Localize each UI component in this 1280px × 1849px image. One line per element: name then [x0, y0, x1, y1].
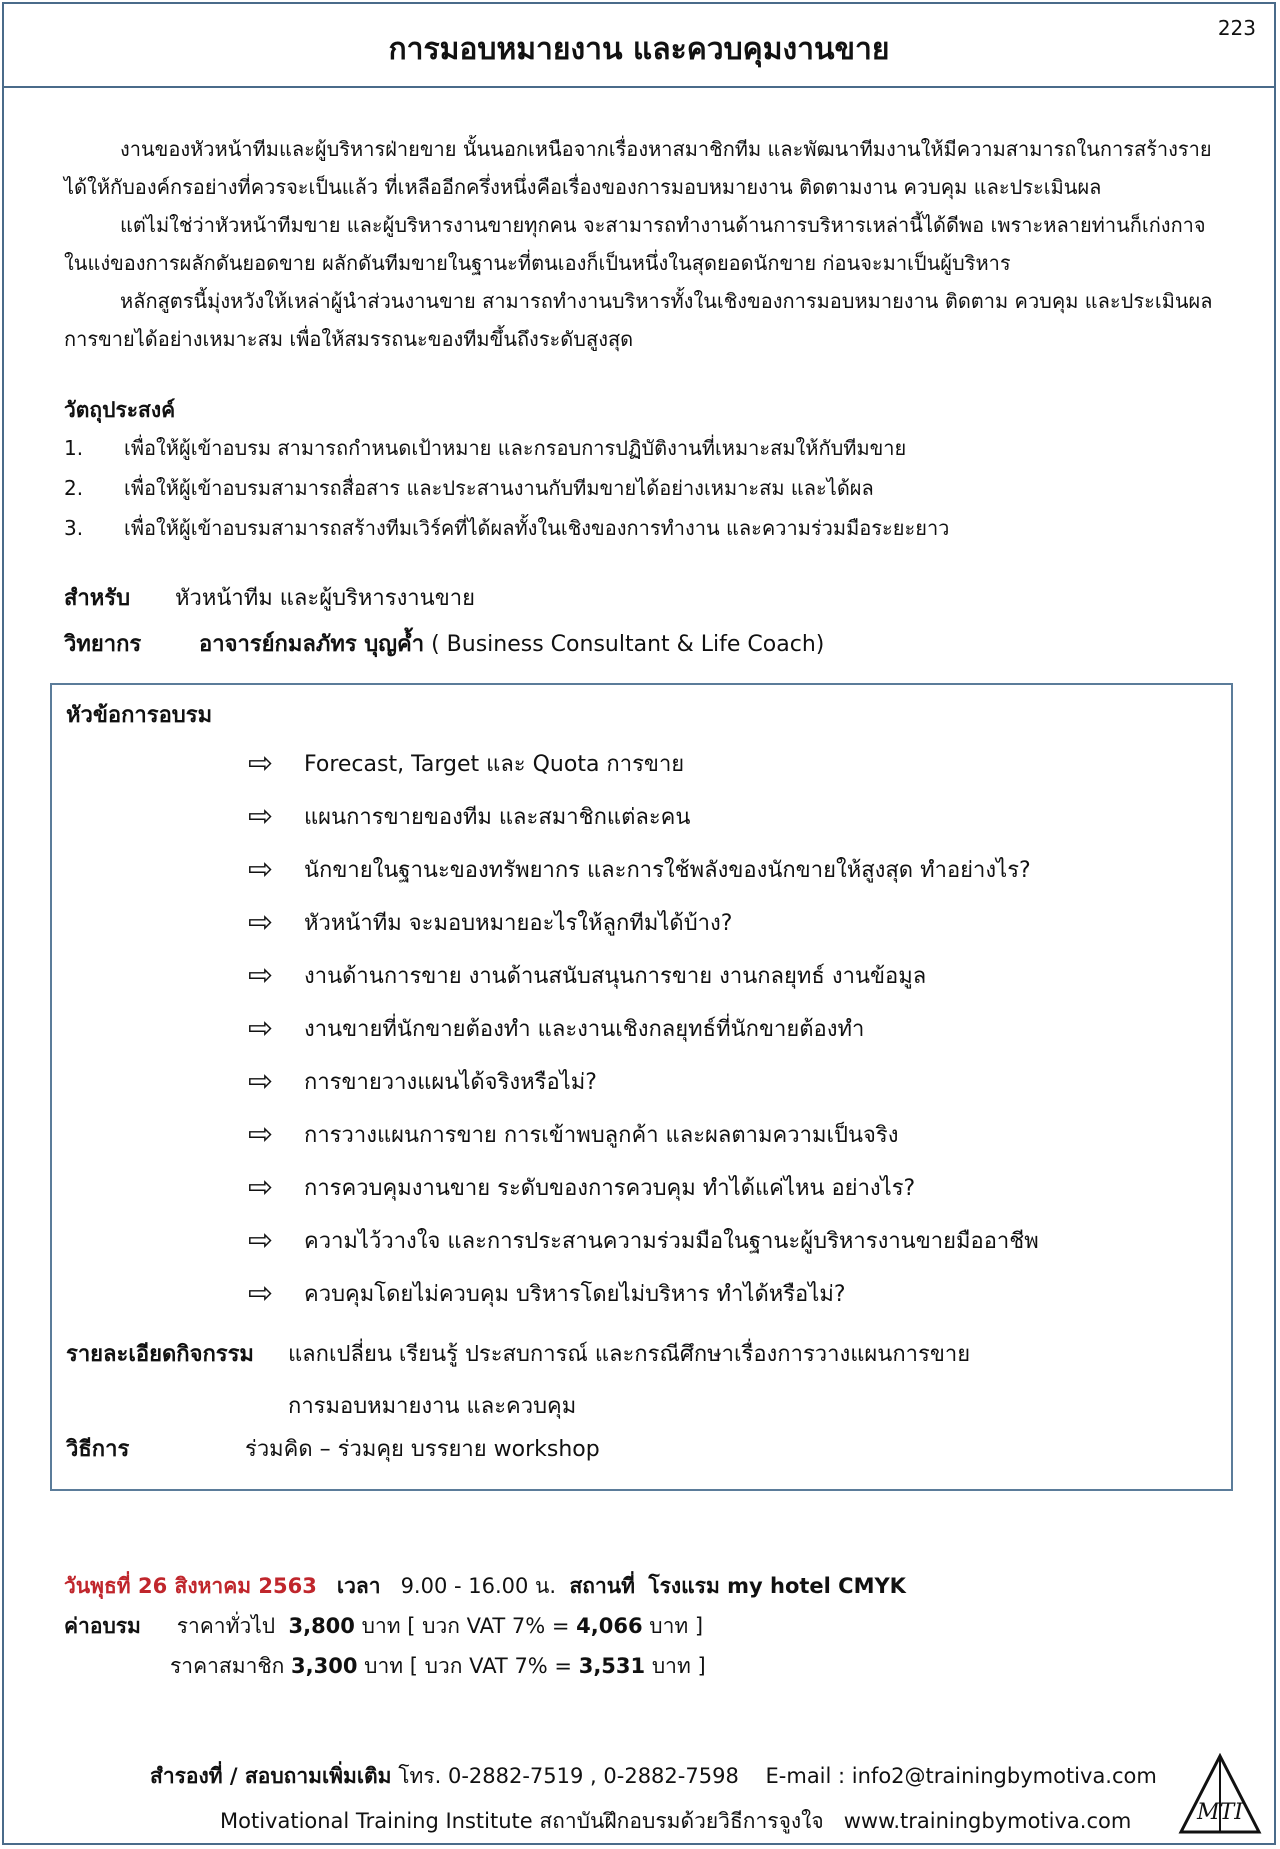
- method-row: [66, 1431, 600, 1466]
- general-vat-total: 4,066: [576, 1614, 643, 1638]
- page-title: การมอบหมายงาน และควบคุมงานขาย: [388, 32, 890, 67]
- objective-text: เพื่อให้ผู้เข้าอบรมสามารถสื่อสาร และประสานงานกับทีมขายได้อย่างเหมาะสม และได้ผล: [124, 476, 874, 500]
- logo-text: MTI: [1197, 1800, 1243, 1825]
- objective-item: [64, 508, 1214, 548]
- contact-row: [150, 1760, 1157, 1793]
- topic-text: ความไว้วางใจ และการประสานความร่วมมือในฐานะผู้บริหารงานขายมืออาชีพ: [304, 1229, 1039, 1254]
- topic-item: [248, 1108, 1039, 1161]
- topic-item: [248, 1002, 1039, 1055]
- intro-section: [64, 130, 1214, 358]
- audience-label: สำหรับ: [64, 586, 131, 611]
- objective-text: เพื่อให้ผู้เข้าอบรมสามารถสร้างทีมเวิร์คที่ได้ผลทั้งในเชิงของการทำงาน และความร่วมมือระยะยาว: [124, 516, 950, 540]
- topic-item: [248, 896, 1039, 949]
- objective-item: [64, 428, 1214, 468]
- objectives-heading: วัตถุประสงค์: [64, 398, 176, 422]
- activity-line-2: การมอบหมายงาน และควบคุม: [288, 1394, 577, 1419]
- contact-email: E-mail : info2@trainingbymotiva.com: [765, 1764, 1157, 1788]
- event-venue: โรงแรม my hotel CMYK: [648, 1574, 906, 1598]
- contact-label: สำรองที่ / สอบถามเพิ่มเติม: [150, 1764, 392, 1788]
- topic-item: [248, 1267, 1039, 1320]
- time-label: เวลา: [336, 1574, 381, 1598]
- mti-logo-icon: [1178, 1753, 1262, 1835]
- arrow-right-icon: ⇨: [248, 904, 274, 940]
- member-vat-suffix: บาท ]: [651, 1654, 706, 1678]
- arrow-right-icon: ⇨: [248, 798, 274, 834]
- topic-text: การวางแผนการขาย การเข้าพบลูกค้า และผลตามความเป็นจริง: [304, 1123, 899, 1148]
- page-number: 223: [1217, 16, 1256, 40]
- topics-heading: หัวข้อการอบรม: [66, 703, 213, 728]
- speaker-label: วิทยากร: [64, 632, 142, 657]
- speaker-name: อาจารย์กมลภัทร บุญค้ำ: [199, 632, 425, 657]
- arrow-right-icon: ⇨: [248, 1063, 274, 1099]
- intro-paragraph-2: แต่ไม่ใช่ว่าหัวหน้าทีมขาย และผู้บริหารงานขายทุกคน จะสามารถทำงานด้านการบริหารเหล่านี้ได้ดีพอ เพราะหลายท่านก็เก่งกาจในแง่ของการผลักดันยอดขาย ผลักดันทีมขายในฐานะที่ตนเองก็เป็นหนึ่งในสุดยอดนักขาย ก่อนจะมาเป็นผู้บริหาร: [64, 213, 1206, 275]
- arrow-right-icon: ⇨: [248, 1116, 274, 1152]
- fee-general-row: [64, 1610, 703, 1643]
- topic-item: [248, 737, 1039, 790]
- arrow-right-icon: ⇨: [248, 745, 274, 781]
- member-price-label: ราคาสมาชิก: [170, 1654, 285, 1678]
- website-link[interactable]: www.trainingbymotiva.com: [843, 1809, 1132, 1833]
- topic-text: นักขายในฐานะของทรัพยากร และการใช้พลังของนักขายให้สูงสุด ทำอย่างไร?: [304, 858, 1031, 883]
- topic-text: Forecast, Target และ Quota การขาย: [304, 752, 685, 777]
- title-bar: [2, 2, 1276, 88]
- topic-text: แผนการขายของทีม และสมาชิกแต่ละคน: [304, 805, 691, 830]
- fee-label: ค่าอบรม: [64, 1614, 141, 1638]
- topic-text: งานด้านการขาย งานด้านสนับสนุนการขาย งานกลยุทธ์ งานข้อมูล: [304, 964, 927, 989]
- footer-row: [220, 1805, 1131, 1838]
- objective-text: เพื่อให้ผู้เข้าอบรม สามารถกำหนดเป้าหมาย และกรอบการปฏิบัติงานที่เหมาะสมให้กับทีมขาย: [124, 436, 907, 460]
- member-vat-total: 3,531: [578, 1654, 646, 1678]
- event-date: วันพุธที่ 26 สิงหาคม 2563: [64, 1574, 317, 1598]
- topics-box: [50, 683, 1233, 1491]
- general-vat-suffix: บาท ]: [649, 1614, 704, 1638]
- topic-text: ควบคุมโดยไม่ควบคุม บริหารโดยไม่บริหาร ทำได้หรือไม่?: [304, 1282, 846, 1307]
- activity-line-1: แลกเปลี่ยน เรียนรู้ ประสบการณ์ และกรณีศึกษาเรื่องการวางแผนการขาย: [288, 1342, 971, 1367]
- member-price: 3,300: [291, 1654, 358, 1678]
- general-vat-text: บาท [ บวก VAT 7% =: [361, 1614, 570, 1638]
- objective-number: 1.: [64, 436, 84, 460]
- arrow-right-icon: ⇨: [248, 957, 274, 993]
- member-vat-text: บาท [ บวก VAT 7% =: [364, 1654, 573, 1678]
- topic-item: [248, 1055, 1039, 1108]
- topic-item: [248, 790, 1039, 843]
- topic-item: [248, 843, 1039, 896]
- objectives-list: [64, 428, 1214, 548]
- venue-label: สถานที่: [569, 1574, 635, 1598]
- intro-paragraph-1: งานของหัวหน้าทีมและผู้บริหารฝ่ายขาย นั้นนอกเหนือจากเรื่องหาสมาชิกทีม และพัฒนาทีมงานให้มีความสามารถในการสร้างรายได้ให้กับองค์กรอย่างที่ควรจะเป็นแล้ว ที่เหลืออีกครึ่งหนึ่งคือเรื่องของการมอบหมายงาน ติดตามงาน ควบคุม และประเมินผล: [64, 137, 1212, 199]
- arrow-right-icon: ⇨: [248, 1169, 274, 1205]
- method-label: วิธีการ: [66, 1437, 130, 1462]
- method-value: ร่วมคิด – ร่วมคุย บรรยาย workshop: [245, 1437, 600, 1462]
- topic-text: งานขายที่นักขายต้องทำ และงานเชิงกลยุทธ์ที่นักขายต้องทำ: [304, 1017, 865, 1042]
- topics-list: [248, 737, 1039, 1320]
- topic-item: [248, 1214, 1039, 1267]
- institute-name: Motivational Training Institute สถาบันฝึกอบรมด้วยวิธีการจูงใจ: [220, 1809, 824, 1833]
- objective-number: 2.: [64, 476, 84, 500]
- topic-item: [248, 1161, 1039, 1214]
- intro-paragraph-3: หลักสูตรนี้มุ่งหวังให้เหล่าผู้นำส่วนงานขาย สามารถทำงานบริหารทั้งในเชิงของการมอบหมายงาน ติดตาม ควบคุม และประเมินผลการขายได้อย่างเหมาะสม เพื่อให้สมรรถนะของทีมขึ้นถึงระดับสูงสุด: [64, 289, 1213, 351]
- topic-item: [248, 949, 1039, 1002]
- topic-text: หัวหน้าทีม จะมอบหมายอะไรให้ลูกทีมได้บ้าง?: [304, 911, 733, 936]
- topic-text: การควบคุมงานขาย ระดับของการควบคุม ทำได้แค่ไหน อย่างไร?: [304, 1176, 916, 1201]
- objective-item: [64, 468, 1214, 508]
- arrow-right-icon: ⇨: [248, 1275, 274, 1311]
- speaker-row: [64, 626, 824, 661]
- event-time: 9.00 - 16.00 น.: [400, 1574, 557, 1598]
- audience-value: หัวหน้าทีม และผู้บริหารงานขาย: [175, 586, 475, 611]
- topic-text: การขายวางแผนได้จริงหรือไม่?: [304, 1070, 597, 1095]
- objective-number: 3.: [64, 516, 84, 540]
- activity-details: [66, 1329, 970, 1433]
- schedule-row: [64, 1570, 906, 1603]
- arrow-right-icon: ⇨: [248, 1222, 274, 1258]
- audience-row: [64, 580, 475, 615]
- contact-phone: โทร. 0-2882-7519 , 0-2882-7598: [398, 1764, 739, 1788]
- arrow-right-icon: ⇨: [248, 1010, 274, 1046]
- general-price: 3,800: [288, 1614, 355, 1638]
- activity-label: รายละเอียดกิจกรรม: [66, 1342, 254, 1367]
- arrow-right-icon: ⇨: [248, 851, 274, 887]
- general-price-label: ราคาทั่วไป: [176, 1614, 276, 1638]
- speaker-role: ( Business Consultant & Life Coach): [431, 632, 825, 657]
- fee-member-row: [170, 1650, 706, 1683]
